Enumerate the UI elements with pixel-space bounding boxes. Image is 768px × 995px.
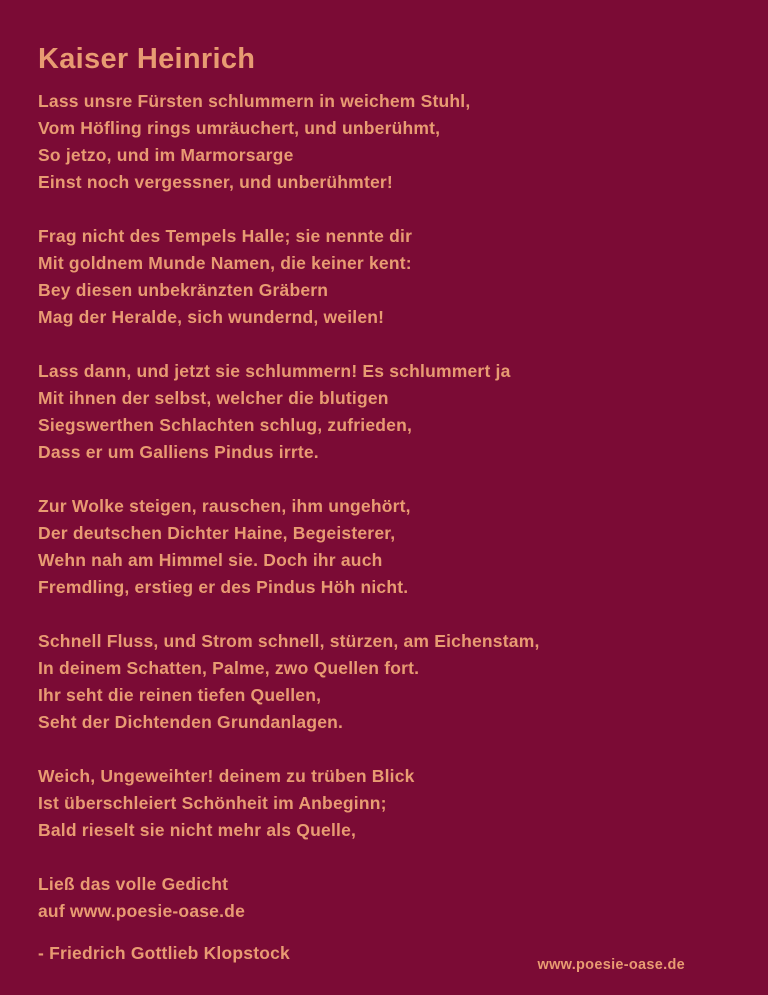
poem-line: Lass dann, und jetzt sie schlummern! Es schlummert ja <box>38 360 511 381</box>
poem-line: Schnell Fluss, und Strom schnell, stürzen, am Eichenstam, <box>38 630 540 651</box>
poem-line: Fremdling, erstieg er des Pindus Höh nicht. <box>38 576 409 597</box>
poem-line: Wehn nah am Himmel sie. Doch ihr auch <box>38 549 383 570</box>
poem-line: Zur Wolke steigen, rauschen, ihm ungehört, <box>38 495 411 516</box>
poem-line: Bey diesen unbekränzten Gräbern <box>38 279 329 300</box>
poem-stanza <box>38 493 730 601</box>
poem-line: Der deutschen Dichter Haine, Begeisterer, <box>38 522 396 543</box>
poem-line: So jetzo, und im Marmorsarge <box>38 144 294 165</box>
poem-line: Einst noch vergessner, und unberühmter! <box>38 171 393 192</box>
footer-note <box>38 871 730 925</box>
footer-note-line: Ließ das volle Gedicht <box>38 873 229 894</box>
poem-stanza <box>38 88 730 196</box>
poem-line: In deinem Schatten, Palme, zwo Quellen fort. <box>38 657 420 678</box>
poem-line: Lass unsre Fürsten schlummern in weichem Stuhl, <box>38 90 471 111</box>
page-title: Kaiser Heinrich <box>38 43 256 75</box>
poem-line: Seht der Dichtenden Grundanlagen. <box>38 711 344 732</box>
poem-line: Mit goldnem Munde Namen, die keiner kent: <box>38 252 412 273</box>
poem-line: Weich, Ungeweihter! deinem zu trüben Blick <box>38 765 415 786</box>
poem-line: Dass er um Galliens Pindus irrte. <box>38 441 319 462</box>
poem-line: Ihr seht die reinen tiefen Quellen, <box>38 684 322 705</box>
poem-stanza <box>38 763 730 844</box>
poem-line: Ist überschleiert Schönheit im Anbeginn; <box>38 792 387 813</box>
poem-line: Mag der Heralde, sich wundernd, weilen! <box>38 306 385 327</box>
poem-line: Bald rieselt sie nicht mehr als Quelle, <box>38 819 357 840</box>
poem-line: Siegswerthen Schlachten schlug, zufrieden, <box>38 414 413 435</box>
poem-line: Mit ihnen der selbst, welcher die blutigen <box>38 387 389 408</box>
poem-stanza <box>38 358 730 466</box>
author-attribution: - Friedrich Gottlieb Klopstock <box>38 942 290 963</box>
poem-line: Vom Höfling rings umräuchert, und unberühmt, <box>38 117 441 138</box>
site-watermark: www.poesie-oase.de <box>537 957 685 973</box>
poem-stanza <box>38 223 730 331</box>
poem-stanza <box>38 628 730 736</box>
footer-note-line: auf www.poesie-oase.de <box>38 900 246 921</box>
poem-line: Frag nicht des Tempels Halle; sie nennte dir <box>38 225 413 246</box>
